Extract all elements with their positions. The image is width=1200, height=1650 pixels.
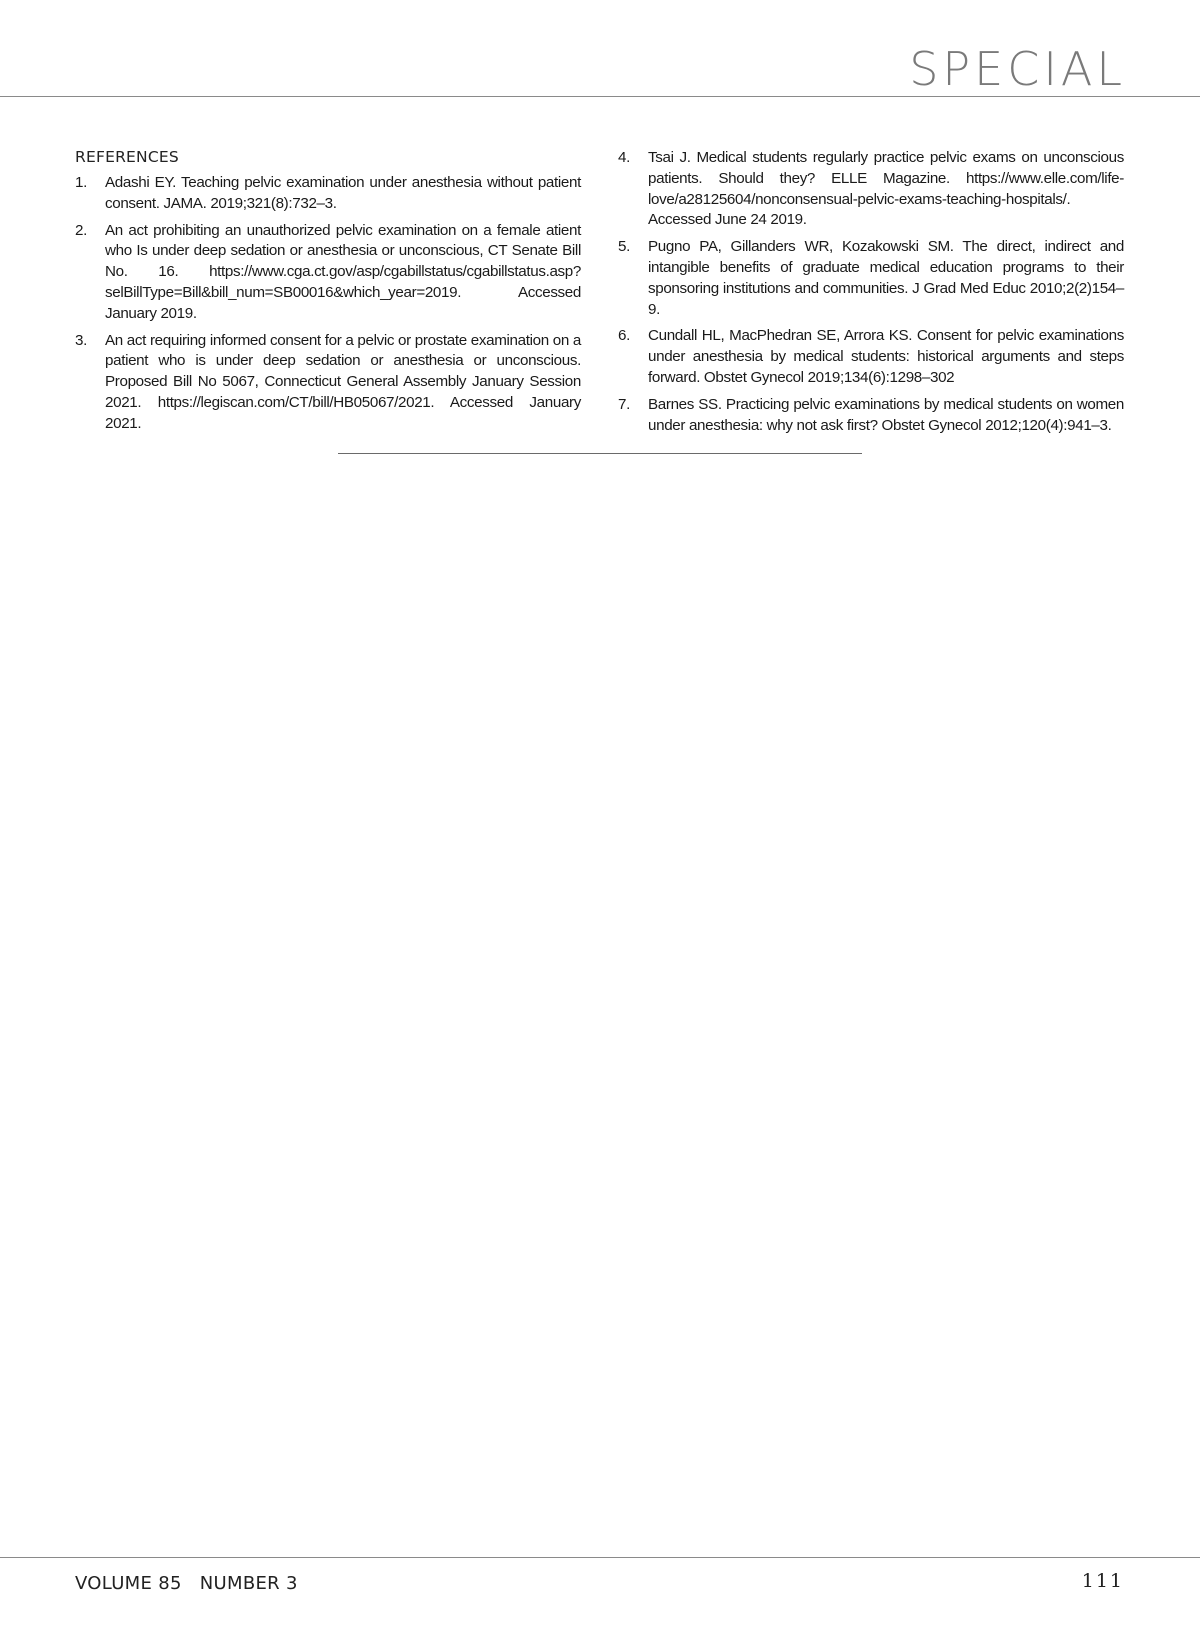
reference-text: Adashi EY. Teaching pelvic examination under anesthesia without patient consent. JAMA. 2019;321(8):732–3. xyxy=(105,174,581,212)
reference-number: 7. xyxy=(618,395,630,413)
reference-item xyxy=(618,237,1124,320)
reference-number: 4. xyxy=(618,149,630,166)
references-heading: REFERENCES xyxy=(75,148,179,166)
section-label: SPECIAL xyxy=(909,42,1126,96)
reference-number: 2. xyxy=(75,221,87,239)
footer-divider xyxy=(0,1557,1200,1558)
reference-text: An act requiring informed consent for a pelvic or prostate examination on a patient who is under deep sedation or anesthesia or unconscious. Proposed Bill No 5067, Connecticut General Assembly January Session 2021. https://legiscan.com/CT/bill/HB05067/2021. Accessed January 2021. xyxy=(105,331,581,432)
reference-item xyxy=(618,148,1124,231)
reference-item xyxy=(75,331,581,435)
reference-item xyxy=(75,221,581,325)
header-divider xyxy=(0,96,1200,97)
references-list-left xyxy=(75,173,581,441)
reference-text: Tsai J. Medical students regularly practice pelvic exams on unconscious patients. Should they? ELLE Magazine. https://www.elle.com/life-love/a28125604/nonconsensual-pelvic-exams-teaching-hospitals/. Accessed June 24 2019. xyxy=(648,149,1124,229)
reference-number: 6. xyxy=(618,327,630,345)
reference-item xyxy=(618,395,1124,437)
end-of-article-divider xyxy=(338,453,862,454)
references-list-right xyxy=(618,148,1124,442)
reference-text: Barnes SS. Practicing pelvic examinations by medical students on women under anesthesia: why not ask first? Obstet Gynecol 2012;120(4):941–3. xyxy=(648,395,1124,434)
reference-number: 3. xyxy=(75,331,87,349)
reference-number: 1. xyxy=(75,174,87,191)
volume-issue: VOLUME 85 NUMBER 3 xyxy=(75,1573,298,1594)
reference-text: Pugno PA, Gillanders WR, Kozakowski SM. The direct, indirect and intangible benefits of graduate medical education programs to their sponsoring institutions and communities. J Grad Med Educ 2010;2(2)154–9. xyxy=(648,238,1124,318)
reference-item xyxy=(75,173,581,215)
reference-item xyxy=(618,326,1124,388)
reference-number: 5. xyxy=(618,238,630,256)
reference-text: Cundall HL, MacPhedran SE, Arrora KS. Consent for pelvic examinations under anesthesia by medical students: historical arguments and steps forward. Obstet Gynecol 2019;134(6):1298–302 xyxy=(648,327,1124,386)
page-number: 111 xyxy=(1081,1570,1124,1592)
reference-text: An act prohibiting an unauthorized pelvic examination on a female atient who Is under deep sedation or anesthesia or unconscious, CT Senate Bill No. 16. https://www.cga.ct.gov/asp/cgabillstatus/cgabillstatus.asp?selBillType=Bill&bill_num=SB00016&which_year=2019. Accessed January 2019. xyxy=(105,221,581,322)
